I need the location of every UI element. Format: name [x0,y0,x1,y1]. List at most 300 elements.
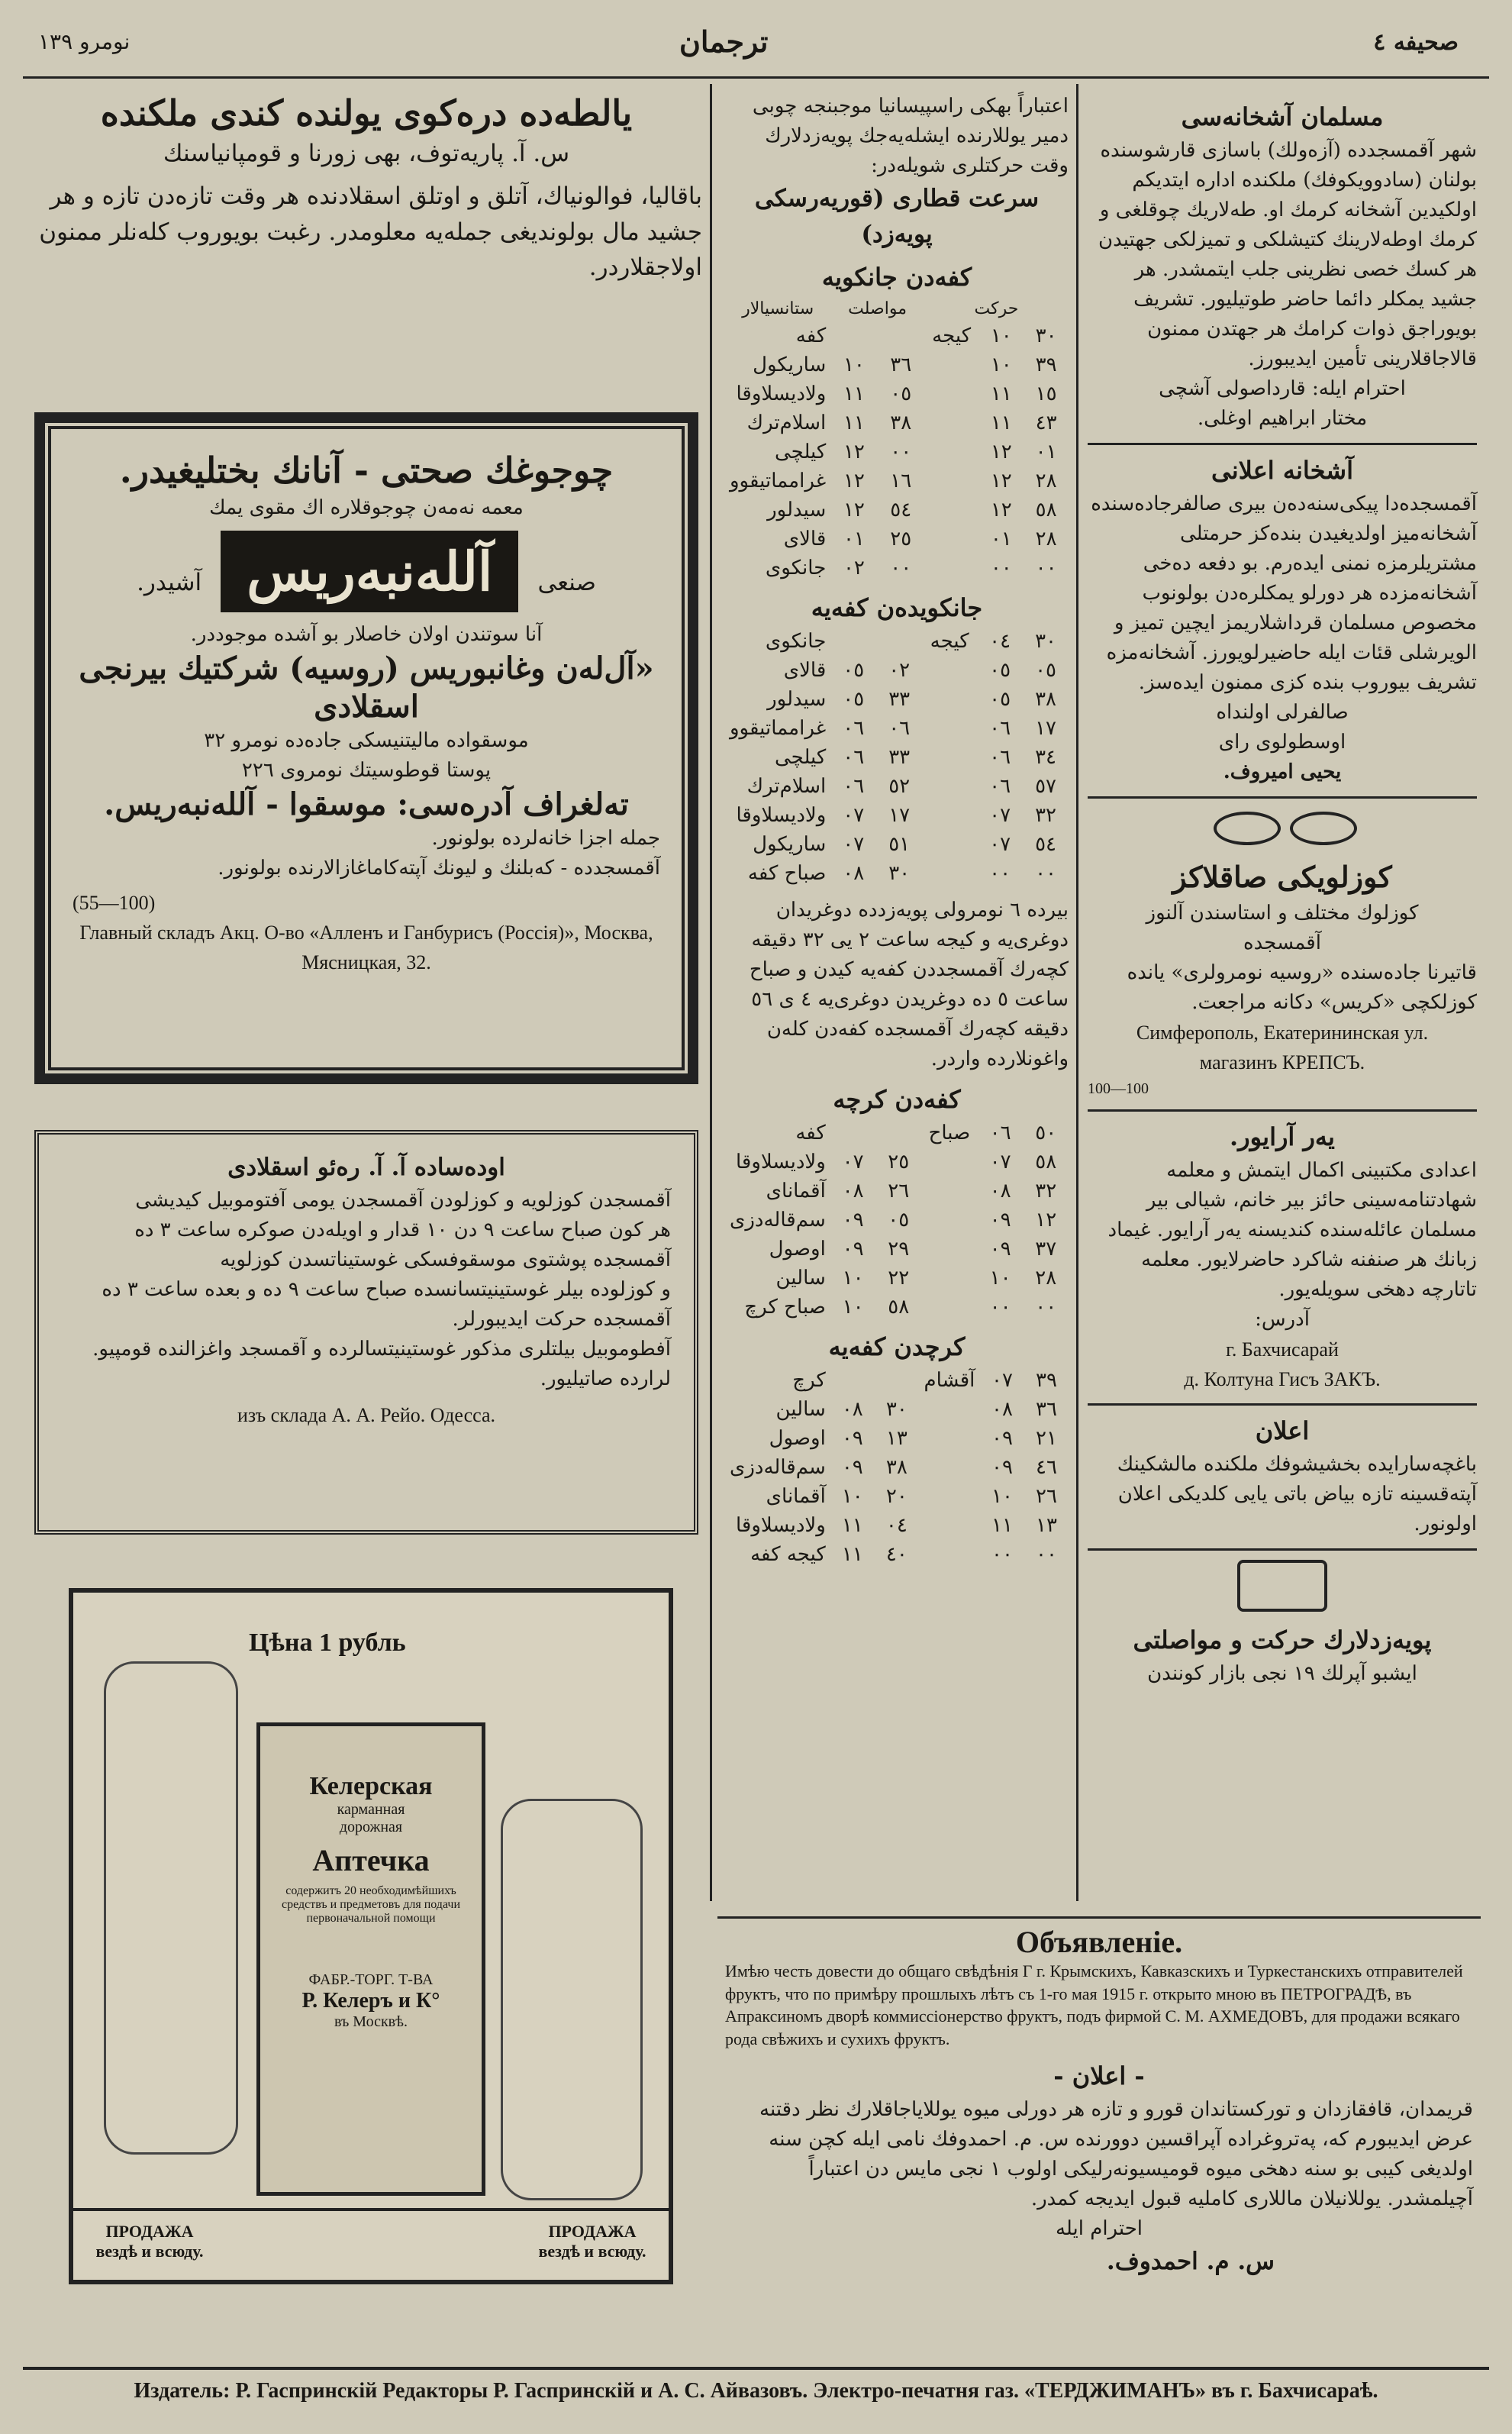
timetable-cell: ١٧ [888,804,911,827]
timetable-cell: ٠٠ [989,862,1011,885]
timetable-cell: ٣٠ [888,862,911,885]
ad-yalta-title: يالطه‌ده دره‌كوى يولنده كندى ملكنده [100,92,633,134]
timetable-station: كيلچى [774,441,827,463]
timetable-cell: ٢١ [1036,1427,1057,1450]
right-column [1088,92,1477,1689]
timetable-cell [921,1264,978,1293]
timetable-cell: ٠٩ [989,1238,1011,1261]
r3-ru2: магазинъ КРЕПСЪ. [1199,1051,1365,1073]
timetable-row [725,1540,1069,1569]
timetable-sec4-title: كرچدن كفه‌يه [828,1332,966,1361]
r2-sign2: اوسطولوى راى [1218,731,1346,754]
timetable-cell: ٥٤ [890,499,912,521]
timetable-cell: ٠٧ [843,804,865,827]
r4-addr: آدرس: [1255,1308,1310,1331]
timetable-cell: ١٧ [1035,717,1056,740]
poster-sell-left: ПРОДАЖА вездѣ и всюду. [95,2222,204,2261]
timetable-cell: ٤٦ [1036,1456,1057,1479]
timetable-cell: ٠٢ [843,557,865,579]
timetable-cell [919,1453,980,1482]
ad-reno-line4: و كوزلوده بيلر غوستينيتسانسده صباح ساعت ٩ ده و بعده ساعت ٣ ده [102,1277,671,1301]
timetable-cell: ٠٩ [841,1456,863,1479]
timetable-row [725,466,1069,496]
timetable-cell [922,801,977,830]
ad-yalta [31,92,702,286]
ad-allenburys-company: «آل‌له‌ن وغانبوريس (روسيه) شركتيك بيرنجى اسقلادى [79,650,654,725]
timetable-station: غرامماتيقوو [730,470,827,492]
timetable-row [725,1264,1069,1293]
column-divider-left [710,84,712,1901]
timetable-cell: ٠٨ [843,862,865,885]
timetable-row [725,859,1069,888]
timetable-cell: ١٣ [885,1427,908,1450]
timetable-cell: ٣٩ [1035,353,1057,376]
timetable-station: ولاديسلاوقا [736,383,827,405]
timetable-cell: آقشام [924,1369,975,1392]
timetable-station: ولاديسلاوقا [735,1151,826,1173]
timetable-cell: ٣٩ [1036,1369,1057,1392]
timetable-cell: ٥٤ [1035,833,1056,856]
r4-ru1: г. Бахчисарай [1226,1338,1339,1361]
timetable-cell: ٣٠ [1035,324,1057,347]
timetable-station: كفه [795,1122,826,1144]
timetable-cell [875,1366,919,1395]
ad-allenburys-code: (55—100) [73,891,156,914]
timetable-cell: ٠٠ [890,441,912,463]
timetable-row [725,554,1069,583]
timetable-cell: ١٠ [990,353,1012,376]
timetable-cell: ١٦ [890,470,912,492]
timetable-cell: ٠٤ [989,630,1011,653]
timetable-station: آقماناى [766,1485,826,1508]
ad-allenburys-line1: آنا سوتندن اولان خاصلار بو آشده موجوددر. [190,622,543,646]
timetable-cell: ٢٨ [1035,470,1057,492]
timetable-cell [921,1235,978,1264]
r1-sign: احترام ايله: قارداصولى آشچى [1159,377,1406,400]
timetable-intro: اعتباراً بهكى راسپيسانيا موجبنجه چوبى دمير يوللارنده ايشله‌يه‌جك پويه‌زدلارك وقت حركتلرى شويله‌در: [752,95,1069,177]
ru-announcement-body: Имѣю честь довести до общаго свѣдѣнія Г г. Крымскихъ, Кавказскихъ и Туркестанскихъ отправителей фруктъ, что по примѣру прошлыхъ лѣтъ съ 1-го мая 1915 г. открыто мною въ ПЕТРОГРАДѢ, въ Апраксиномъ дворѣ коммиссіонерство фруктъ, подъ фирмой С. М. АХМЕДОВЪ, для продажи всякаго рода свѣжихъ и сухихъ фруктъ. [725,1961,1463,2049]
timetable-cell: ٣٠ [1035,630,1056,653]
timetable-cell: ٠٤ [885,1514,908,1537]
r3-title: كوزلويكى صاقلاكز [1172,860,1392,894]
poster-name: Аптечка [312,1843,430,1877]
ad-reno-title: اوده‌ساده آ. آ. رەئو اسقلادى [227,1154,505,1181]
r3-ru1: Симферополь, Екатерининская ул. [1136,1022,1429,1044]
timetable-row [725,525,1069,554]
timetable-cell: ٣٧ [1035,1238,1057,1261]
timetable-cell: ٥٧ [1035,775,1056,798]
timetable-row [725,350,1069,379]
timetable-cell [922,656,977,685]
col-head-arrive: مواصلت [848,299,907,318]
timetable-cell: ٣٤ [1035,746,1056,769]
timetable-cell: ٠٦ [989,717,1011,740]
poster-kind1: карманная [337,1801,405,1818]
timetable-station: كرچ [792,1369,826,1392]
timetable-cell: ١١ [991,1514,1013,1537]
newspaper-page [23,15,1489,2419]
timetable-station: آقمانای [766,1180,826,1202]
timetable-sec1-title: كفه‌دن جانكويه [821,263,972,292]
timetable-cell: ١١ [990,412,1012,434]
timetable-column [725,92,1069,1569]
r4-ru2: д. Колтуна Гисъ ЗАКЪ. [1184,1368,1381,1390]
imprint-footer: Издатель: Р. Гаспринскій Редакторы Р. Гаспринскій и А. С. Айвазовъ. Электро-печатня газ. «ТЕРДЖИМАНЪ» въ г. Бахчисараѣ. [23,2367,1489,2403]
timetable-cell: ٠٦ [989,1122,1011,1144]
timetable-row [725,379,1069,408]
timetable-cell: ٠٥ [989,659,1011,682]
timetable-row [725,714,1069,743]
ad-allenburys-address1: موسقواده ماليتنيسكى جاده‌ده نومرو ٣٢ [204,728,529,752]
r-divider-5 [1088,1548,1477,1551]
timetable-station: جانكوى [765,630,827,653]
timetable-cell: ٠٢ [888,659,911,682]
timetable-station: سيدلور [767,688,827,711]
train-icon [1088,1560,1477,1615]
timetable-cell: كيجه [930,630,969,653]
timetable-cell: ٠٦ [843,775,865,798]
r5-body: باغچه‌سارايده بخشيشوفك ملكنده مالشكينك آپته‌قسينه تازه بياض باتى يايى كلديكى اعلان اولونور. [1117,1453,1477,1535]
timetable-row [725,743,1069,772]
timetable-cell: ١١ [990,383,1012,405]
timetable-cell [924,350,979,379]
timetable-cell: ٠٦ [888,717,911,740]
timetable-cell [924,496,979,525]
timetable-station: كفه [795,324,827,347]
timetable-cell: ٥٨ [1035,499,1057,521]
timetable-row [725,1482,1069,1511]
timetable-cell [921,1293,978,1322]
ad-keller-first-aid-poster [69,1588,673,2284]
timetable-cell: ٠٦ [843,746,865,769]
timetable-cell: ١٣ [1036,1514,1057,1537]
timetable-cell: ٠٠ [990,557,1012,579]
timetable-cell [924,379,979,408]
timetable-row [725,627,1069,656]
timetable-row [725,1148,1069,1177]
timetable-cell: ٣٢ [1035,804,1056,827]
r1-body: شهر آقمسجدده (آزه‌ولك) باسازى قارشوسنده بولنان (سادوويكوفك) ملكنده اداره ايتديكم اولكيدين آشخانه كرمك او. طه‌لاريك چوقلغى و كرمك اوطه‌لارينك كتيشلكى و تميزلكى جهتيدن هر كسك خصى نظرينى جلب ايتمشدر. هر جشيد يمكلر دائما حاضر طوتيليور. تشريف بويوراجق ذوات كرامك هر جهتدن ممنون قالاجاقلارينى تأمين ايديبورز. [1098,139,1477,370]
timetable-cell: ٠٨ [841,1398,863,1421]
timetable-cell: ٠٩ [841,1427,863,1450]
col-head-station: ستانسيالار [742,299,814,318]
timetable-station: اسلام‌ترك [746,775,827,798]
timetable-jankoy-kefe [725,627,1069,888]
timetable-row [725,656,1069,685]
timetable-row [725,1453,1069,1482]
timetable-cell: ٢٠ [885,1485,908,1508]
ad-reno-line3: آقمسجده پوشتوى موسقوفسكى غوستيناتسدن كوزلويه [220,1248,671,1271]
poster-bottom-band [73,2208,669,2280]
ad-reno-line6: آفطوموبيل بيلتلرى مذكور غوستينيتسالرده و آقمسجد واغزالنده قومپيو. [92,1337,671,1361]
timetable-station: كيجه كفه [750,1543,826,1566]
timetable-cell: ٣٢ [1035,1180,1057,1202]
bottom-announcement [725,1924,1473,2279]
r-divider-1 [1088,443,1477,445]
timetable-station: قالاى [783,528,827,550]
timetable-cell: ٠٠ [989,1296,1011,1319]
timetable-cell [921,1177,978,1206]
timetable-cell [922,743,977,772]
timetable-cell: ١١ [841,1543,863,1566]
timetable-cell [921,1206,978,1235]
timetable-cell: ١٠ [990,324,1012,347]
timetable-cell: ١٥ [1035,383,1057,405]
ru-announcement-title: Объявленіе. [1015,1925,1183,1959]
timetable-cell: ٣٨ [890,412,912,434]
r1-sign2: مختار ابراهيم اوغلى. [1197,407,1368,430]
timetable-para: بيرده ٦ نومرولى پويه‌زدده دوغريدان دوغرى‌يه و كيجه ساعت ٢ يى ٣٢ دقيقه كچه‌رك آقمسجددن كفه‌يه كيدن و صباح ساعت ٥ ده دوغريدن دوغرى‌يه ٤ ى ٥٦ دقيقه كچه‌رك آقمسجده كفه‌دن كلەن واغونلارده واردر. [749,899,1069,1070]
ad-allenburys-title: چوجوغك صحتى - آنانك بختليغيدر. [119,450,614,491]
timetable-cell [876,627,922,656]
timetable-row [725,1206,1069,1235]
timetable-cell: ٠٥ [843,659,865,682]
timetable-cell: ٠٠ [991,1543,1013,1566]
ad-reno-line2: هر كون صباح ساعت ٩ دن ١٠ قدار و اويله‌دن صوكره ساعت ٣ ده [134,1218,671,1241]
poster-sell-right: ПРОДАЖА вездѣ и всюду. [538,2222,646,2261]
timetable-row [725,1293,1069,1322]
timetable-row [725,1119,1069,1148]
timetable-cell: ٣٠ [885,1398,908,1421]
timetable-cell: ٣٨ [885,1456,908,1479]
r2-body: آقمسجده‌دا پيكى‌سنه‌ده‌ن بيرى صالفرجاده‌سنده آشخانه‌ميز اولديغيدن بنده‌كز حرمتلى مشتريلرمزه نمنى ايدەرم. بو دفعه دەخى آشخانه‌مزده هر دورلو يمكلره‌دن بولونوب مخصوص مسلمان قرداشلاريمز ايچين تميز و الويرشلى قئات ايله حاضيرلويورز. آشخانه‌مزه تشريف بيوروب بنده كزى ممنون ايده‌سز. [1091,492,1477,694]
timetable-cell [919,1424,980,1453]
timetable-cell: ١٢ [843,499,865,521]
timetable-cell: ٠٠ [890,557,912,579]
timetable-cell: ٢٦ [888,1180,910,1202]
ad-reno-ru: изъ склада А. А. Рейо. Одесса. [237,1403,496,1426]
ad-allenburys-ru2: Мясницкая, 32. [301,951,431,973]
timetable-cell: ٠١ [843,528,865,550]
timetable-cell [878,321,924,350]
timetable-cell: ٤٠ [885,1543,908,1566]
ad-allenburys-note2: آقمسجدده - كه‌بلنك و ليونك آپته‌كاماغازالارنده بولونور. [218,856,660,880]
ad-yalta-body: باقاليا، فوالونياك، آتلق و اوتلق اسقلادنده هر وقت تازه‌دن تازه و هر جشيد مال بولونديغى جمله‌يه معلومدر. رغبت بويوروب كلەنلر ممنون اولاجقلاردر. [39,182,702,281]
timetable-cell [830,1119,876,1148]
r4-title: يه‌ر آرايور. [1230,1122,1335,1151]
timetable-sec2-title: جانكويدەن كفه‌يه [811,593,983,622]
timetable-cell: ٠٥ [1035,659,1056,682]
timetable-cell: ٠٨ [989,1180,1011,1202]
timetable-row [725,1177,1069,1206]
timetable-cell [921,1148,978,1177]
timetable-cell: ٠٩ [842,1209,864,1232]
timetable-cell [922,714,977,743]
timetable-cell: ٠٩ [842,1238,864,1261]
timetable-station: اسلام‌ترك [746,412,827,434]
timetable-row [725,1235,1069,1264]
timetable-cell: ١٢ [990,470,1012,492]
timetable-cell: ٣٨ [1035,688,1056,711]
col-head-move: حركت [974,299,1019,318]
timetable-cell: ١٠ [842,1267,864,1290]
r-divider-2 [1088,796,1477,799]
ad-allenburys [34,412,698,1084]
timetable-cell: ١٠ [842,1296,864,1319]
timetable-cell [924,466,979,496]
timetable-kefe-jankoy [725,296,1069,583]
timetable-station: ولاديسلاوقا [736,804,827,827]
timetable-row [725,321,1069,350]
timetable-row [725,1366,1069,1395]
timetable-cell: ٠٠ [1035,862,1056,885]
timetable-cell: ٠٥ [843,688,865,711]
timetable-cell [919,1482,980,1511]
ad-allenburys-note1: جمله اجزا خانه‌لرده بولونور. [431,826,660,850]
timetable-cell: ١٠ [991,1485,1013,1508]
timetable-cell: ٠٧ [989,804,1011,827]
timetable-station: صباح كفه [747,862,827,885]
ad-allenburys-telegraph: ته‌لغراف آدره‌سى: موسقوا - آلله‌نبه‌ريس. [104,786,629,822]
r6-title: پويه‌زدلارك حركت و مواصلتى [1133,1625,1432,1654]
timetable-station: سالين [775,1267,826,1290]
timetable-cell: ٠٦ [843,717,865,740]
r2-title: آشخانه اعلانى [1211,456,1353,485]
poster-maker2: Р. Келеръ и К° [301,1989,440,2013]
timetable-cell: ٠٠ [1035,1296,1057,1319]
timetable-cell [830,627,876,656]
ar-announcement-sign2: س. م. احمدوف. [1106,2247,1275,2275]
timetable-cell: ٣٣ [888,746,911,769]
r3-code: 100—100 [1088,1080,1149,1097]
timetable-cell [924,554,979,583]
timetable-station: ساريكول [753,353,827,376]
timetable-cell: ١٠ [841,1485,863,1508]
r4-body: اعدادى مكتبينى اكمال ايتمش و معلمه شهادتنامه‌سينى حائز بير خانم، شيالى بير مسلمان عائله‌سنده كنديسنه يه‌ر آرايور. غيماد زبانك هر صنفنه شاكرد حاضرلايور. معلمه تاتارچه دهخى سويله‌يور. [1107,1159,1477,1301]
timetable-cell: ٠٧ [989,833,1011,856]
ad-reno-line7: لرارده صاتيليور. [540,1367,671,1390]
timetable-station: غرامماتيقوو [730,717,827,740]
timetable-cell: ٠٧ [989,1151,1011,1173]
ad-yalta-sub: س. آ. پاريه‌توف، بهی زورنا و قومپانياسنك [163,139,570,167]
timetable-cell [919,1511,980,1540]
ad-allenburys-banner-row [73,531,660,612]
poster-brand: Келерская [309,1772,433,1800]
ad-allenburys-address2: پوستا قوطوسيتك نومروى ٢٢٦ [241,758,492,782]
timetable-cell: ٢٨ [1035,1267,1057,1290]
ar-announcement-sign1: احترام ايله [1055,2216,1143,2240]
timetable-station: اوصول [769,1238,826,1261]
ad-allenburys-banner-right: صنعى [537,568,596,596]
timetable-cell [919,1540,980,1569]
poster-figure-right [501,1799,643,2200]
poster-figure-left [104,1661,238,2155]
timetable-cell: ٥٨ [888,1296,910,1319]
ad-reno-line1: آقمسجدن كوزلويه و كوزلودن آقمسجدن يومى آفتوموبيل كيديشى [135,1188,671,1212]
timetable-station: سم‌قالەدزى [730,1209,826,1232]
r2-sign3: يحيى اميروف. [1223,760,1342,783]
timetable-cell: ٢٩ [888,1238,910,1261]
ad-allenburys-ru1: Главный складъ Акц. О-во «Алленъ и Ганбурисъ (Россія)», Москва, [79,921,653,944]
ad-allenburys-banner-left: آشيدر. [137,568,202,596]
timetable-cell: ٠٥ [890,383,912,405]
timetable-cell: ٠٥ [989,688,1011,711]
timetable-cell: ٣٦ [1036,1398,1057,1421]
poster-desc: содержитъ 20 необходимѣйшихъ средствъ и предметовъ для подачи первоначальной помощи [281,1884,461,1925]
page-number: صحيفه ٤ [1373,29,1459,56]
timetable-cell: ٢٨ [1035,528,1057,550]
r3-sub2: آقمسجده [1243,931,1321,954]
timetable-cell: ١٢ [843,441,865,463]
timetable-row [725,496,1069,525]
issue-number: نومرو ١٣٩ [38,29,131,54]
timetable-cell: صباح [928,1122,971,1144]
timetable-cell: ٠٩ [991,1427,1013,1450]
r2-sign1: صالفرلى اولنداه [1216,701,1349,724]
timetable-station: قالاى [783,659,827,682]
poster-maker1: ФАБР.-ТОРГ. Т-ВА [308,1971,434,1988]
timetable-cell [922,772,977,801]
timetable-row [725,1511,1069,1540]
timetable-station: ولاديسلاوقا [735,1514,826,1537]
ad-reno-line5: آقمسجده حركت ايديبورلر. [452,1307,671,1331]
timetable-cell: ٣٣ [888,688,911,711]
timetable-cell: ٠١ [990,528,1012,550]
timetable-cell: ٢٥ [888,1151,910,1173]
timetable-cell: ١١ [843,412,865,434]
timetable-cell: ١٢ [990,499,1012,521]
timetable-cell: ١٢ [1035,1209,1057,1232]
timetable-cell [922,830,977,859]
ad-allenburys-sub: معمه نه‌مه‌ن چوجوقلاره اك مقوى يمك [209,496,524,519]
glasses-icon [1088,808,1477,849]
timetable-cell: ٥٠ [1035,1122,1057,1144]
timetable-cell: ١١ [843,383,865,405]
timetable-row [725,772,1069,801]
timetable-cell: ٠٧ [843,833,865,856]
timetable-station: جانكوى [765,557,827,579]
timetable-cell [830,1366,875,1395]
poster-price: Цѣна 1 рубль [249,1629,406,1657]
column-divider-right [1076,84,1078,1901]
ad-allenburys-banner: آللەنبەريس [221,531,518,612]
timetable-row [725,408,1069,437]
timetable-cell: ١٠ [843,353,865,376]
poster-kit-box [256,1722,485,2196]
ar-announcement-title: - اعلان - [1053,2061,1145,2090]
r5-title: اعلان [1255,1416,1310,1445]
timetable-cell: ٠٨ [991,1398,1013,1421]
timetable-cell [830,321,877,350]
timetable-row [725,830,1069,859]
timetable-cell: ١٢ [843,470,865,492]
timetable-cell: ٠٦ [989,775,1011,798]
timetable-row [725,801,1069,830]
timetable-row [725,1395,1069,1424]
masthead [23,15,1489,79]
timetable-express: سرعت قطارى (قوريه‌رسكى پويه‌زد) [754,185,1040,248]
r-divider-4 [1088,1403,1477,1406]
timetable-cell: ٠٧ [991,1369,1013,1392]
timetable-cell [924,408,979,437]
r-divider-3 [1088,1109,1477,1112]
timetable-cell: ٥٨ [1035,1151,1057,1173]
timetable-kefe-kerch [725,1119,1069,1322]
timetable-station: سم‌قالەدزى [730,1456,826,1479]
ar-announcement-body: قريمدان، قافقازدان و توركستاندان قورو و تازه هر دورلى ميوه يوللاياجاقلارك نظر دقتنه عرض ايديبورم كه، پەتروغراده آپراقسين دوورنده س. م. احمدوفك نامى ايله كچن سنه اولديغى كيبى بو سنه دهخى ميوه قوميسيونەرليكى اولوب ۱ نجى مايس دن اعتباراً آچيلمشدر. يوللانيلان ماللارى كامليه قبول ايديجه كمدر. [759,2097,1473,2210]
timetable-station: كيلچى [774,746,827,769]
timetable-cell: ٠٩ [991,1456,1013,1479]
timetable-cell: ٤٣ [1035,412,1057,434]
timetable-cell [875,1119,921,1148]
timetable-sec3-title: كفه‌دن كرچه [833,1085,961,1114]
timetable-cell: ٠٠ [1035,557,1057,579]
timetable-cell [919,1395,980,1424]
timetable-cell: ٠٩ [989,1209,1011,1232]
timetable-station: ساريكول [753,833,827,856]
timetable-cell: ٥٢ [888,775,911,798]
timetable-cell: ٢٢ [888,1267,910,1290]
